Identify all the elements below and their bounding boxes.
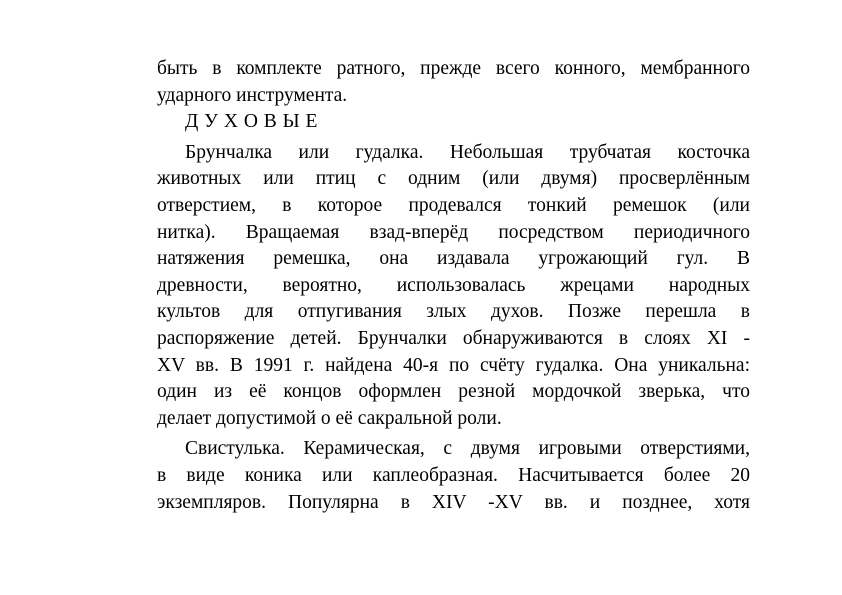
- text-line: XV вв. В 1991 г. найдена 40-я по счёту гудалка. Она уникальна:: [157, 354, 750, 376]
- text-line: животных или птиц с одним (или двумя) просверлённым: [157, 168, 750, 190]
- text-line: в виде коника или каплеобразная. Насчитывается более 20: [157, 464, 750, 486]
- text-line: делает допустимой о её сакральной роли.: [157, 407, 502, 429]
- section-heading: Д У Х О В Ы Е: [185, 111, 318, 133]
- text-line: культов для отпугивания злых духов. Позже перешла в: [157, 301, 750, 323]
- text-line: натяжения ремешка, она издавала угрожающий гул. В: [157, 248, 750, 270]
- text-line: Брунчалка или гудалка. Небольшая трубчатая косточка: [185, 141, 750, 163]
- text-line: древности, вероятно, использовалась жрецами народных: [157, 274, 750, 296]
- text-line: нитка). Вращаемая взад-вперёд посредством периодичного: [157, 221, 750, 243]
- text-line: один из её концов оформлен резной мордочкой зверька, что: [157, 381, 750, 403]
- text-body: [157, 56, 750, 516]
- text-line: быть в комплекте ратного, прежде всего конного, мембранного: [157, 58, 750, 79]
- text-line: экземпляров. Популярна в XIV -XV вв. и позднее, хотя: [157, 491, 750, 513]
- text-line: отверстием, в которое продевался тонкий ремешок (или: [157, 194, 750, 216]
- text-line: распоряжение детей. Брунчалки обнаруживаются в слоях XI -: [157, 327, 750, 349]
- text-line: ударного инструмента.: [157, 84, 348, 106]
- text-line: Свистулька. Керамическая, с двумя игровыми отверстиями,: [185, 438, 750, 460]
